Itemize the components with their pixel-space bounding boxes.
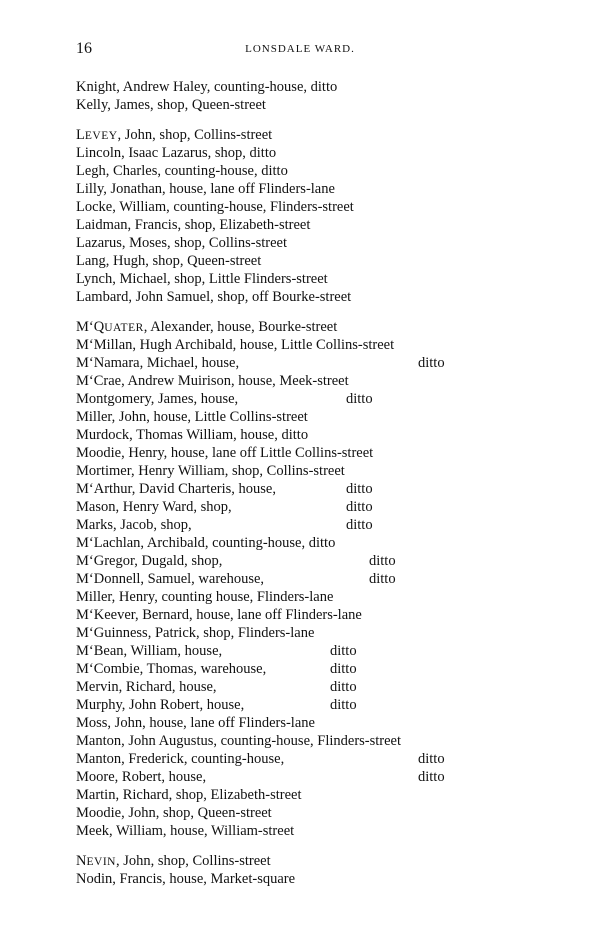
entry-text: Kelly, James, shop, Queen-street	[76, 97, 266, 113]
entry-initial: M‘Q	[76, 319, 105, 335]
entry-text: Montgomery, James, house,	[76, 391, 239, 407]
directory-entry	[76, 78, 546, 96]
entry-smallcaps-surname: EVIN	[86, 856, 116, 868]
entry-text: Locke, William, counting-house, Flinders-street	[76, 199, 354, 215]
entry-text: M‘Donnell, Samuel, warehouse,	[76, 571, 265, 587]
entry-text: M‘Millan, Hugh Archibald, house, Little Collins-street	[76, 337, 395, 353]
entry-text: Nodin, Francis, house, Market-square	[76, 871, 296, 887]
entry-text: Miller, Henry, counting house, Flinders-lane	[76, 589, 334, 605]
directory-entry	[76, 390, 546, 408]
entry-text: Moodie, John, shop, Queen-street	[76, 805, 272, 821]
ditto-mark: ditto	[330, 643, 357, 659]
ditto-mark: ditto	[346, 391, 373, 407]
entry-text: M‘Combie, Thomas, warehouse,	[76, 661, 267, 677]
directory-entry	[76, 288, 546, 306]
page-header	[76, 40, 524, 60]
entry-text: M‘Bean, William, house,	[76, 643, 223, 659]
entry-text: Moore, Robert, house,	[76, 769, 207, 785]
entry-text: Lincoln, Isaac Lazarus, shop, ditto	[76, 145, 277, 161]
entry-text: Murdock, Thomas William, house, ditto	[76, 427, 309, 443]
ditto-mark: ditto	[418, 769, 445, 785]
directory-entry	[76, 126, 546, 144]
directory-entry	[76, 162, 546, 180]
ditto-mark: ditto	[418, 355, 445, 371]
directory-entry	[76, 372, 546, 390]
directory-entry	[76, 336, 546, 354]
entry-text: M‘Lachlan, Archibald, counting-house, ditto	[76, 535, 336, 551]
directory-entry	[76, 552, 546, 570]
directory-entry	[76, 822, 546, 840]
directory-entry	[76, 714, 546, 732]
entry-text: M‘Namara, Michael, house,	[76, 355, 240, 371]
directory-entry	[76, 318, 546, 336]
entry-text: M‘Crae, Andrew Muirison, house, Meek-street	[76, 373, 349, 389]
directory-entry	[76, 180, 546, 198]
entry-text: Lambard, John Samuel, shop, off Bourke-street	[76, 289, 352, 305]
entry-text: M‘Guinness, Patrick, shop, Flinders-lane	[76, 625, 315, 641]
entry-text: , John, shop, Collins-street	[117, 127, 273, 143]
directory-entry	[76, 216, 546, 234]
directory-entry	[76, 624, 546, 642]
directory-entry	[76, 444, 546, 462]
entry-text: Moss, John, house, lane off Flinders-lane	[76, 715, 315, 731]
directory-entry	[76, 870, 546, 888]
entry-text: , John, shop, Collins-street	[115, 853, 271, 869]
ditto-mark: ditto	[330, 697, 357, 713]
directory-entry	[76, 270, 546, 288]
directory-entry	[76, 498, 546, 516]
ditto-mark: ditto	[346, 499, 373, 515]
ditto-mark: ditto	[418, 751, 445, 767]
directory-entry	[76, 144, 546, 162]
entry-text: Knight, Andrew Haley, counting-house, ditto	[76, 79, 338, 95]
directory-entry	[76, 642, 546, 660]
entry-text: Manton, John Augustus, counting-house, Flinders-street	[76, 733, 402, 749]
page-number: 16	[76, 40, 92, 57]
ditto-mark: ditto	[330, 679, 357, 695]
entry-text: , Alexander, house, Bourke-street	[143, 319, 338, 335]
entry-text: Moodie, Henry, house, lane off Little Collins-street	[76, 445, 374, 461]
directory-entry	[76, 408, 546, 426]
entry-text: Martin, Richard, shop, Elizabeth-street	[76, 787, 302, 803]
entry-text: Lynch, Michael, shop, Little Flinders-street	[76, 271, 328, 287]
ditto-mark: ditto	[346, 517, 373, 533]
entry-text: Lazarus, Moses, shop, Collins-street	[76, 235, 288, 251]
entry-smallcaps-surname: EVEY	[84, 130, 118, 142]
group-separator	[76, 840, 546, 852]
directory-entry	[76, 852, 546, 870]
directory-entry	[76, 534, 546, 552]
directory-entry	[76, 96, 546, 114]
ditto-mark: ditto	[330, 661, 357, 677]
directory-entry	[76, 234, 546, 252]
entry-text: Mason, Henry Ward, shop,	[76, 499, 232, 515]
directory-entry	[76, 786, 546, 804]
ditto-mark: ditto	[369, 553, 396, 569]
directory-entry	[76, 252, 546, 270]
entry-text: Laidman, Francis, shop, Elizabeth-street	[76, 217, 311, 233]
entry-initial: L	[76, 127, 85, 143]
group-separator	[76, 306, 546, 318]
directory-entry	[76, 804, 546, 822]
entry-initial: N	[76, 853, 87, 869]
running-head: LONSDALE WARD.	[245, 43, 355, 55]
directory-entries	[76, 78, 546, 888]
directory-entry	[76, 696, 546, 714]
ditto-mark: ditto	[369, 571, 396, 587]
entry-text: Marks, Jacob, shop,	[76, 517, 192, 533]
directory-entry	[76, 198, 546, 216]
directory-entry	[76, 660, 546, 678]
entry-text: Manton, Frederick, counting-house,	[76, 751, 285, 767]
directory-entry	[76, 462, 546, 480]
entry-smallcaps-surname: UATER	[104, 322, 144, 334]
directory-entry	[76, 750, 546, 768]
entry-text: Murphy, John Robert, house,	[76, 697, 245, 713]
ditto-mark: ditto	[346, 481, 373, 497]
entry-text: Mervin, Richard, house,	[76, 679, 217, 695]
directory-entry	[76, 354, 546, 372]
directory-entry	[76, 678, 546, 696]
entry-text: Meek, William, house, William-street	[76, 823, 295, 839]
directory-entry	[76, 768, 546, 786]
entry-text: M‘Keever, Bernard, house, lane off Flinders-lane	[76, 607, 362, 623]
entry-text: Lilly, Jonathan, house, lane off Flinders-lane	[76, 181, 335, 197]
directory-entry	[76, 516, 546, 534]
directory-entry	[76, 570, 546, 588]
entry-text: Mortimer, Henry William, shop, Collins-street	[76, 463, 345, 479]
entry-text: Lang, Hugh, shop, Queen-street	[76, 253, 262, 269]
directory-entry	[76, 606, 546, 624]
directory-entry	[76, 732, 546, 750]
directory-entry	[76, 480, 546, 498]
entry-text: M‘Arthur, David Charteris, house,	[76, 481, 276, 497]
group-separator	[76, 114, 546, 126]
entry-text: Miller, John, house, Little Collins-street	[76, 409, 308, 425]
directory-entry	[76, 426, 546, 444]
entry-text: Legh, Charles, counting-house, ditto	[76, 163, 288, 179]
directory-entry	[76, 588, 546, 606]
entry-text: M‘Gregor, Dugald, shop,	[76, 553, 223, 569]
